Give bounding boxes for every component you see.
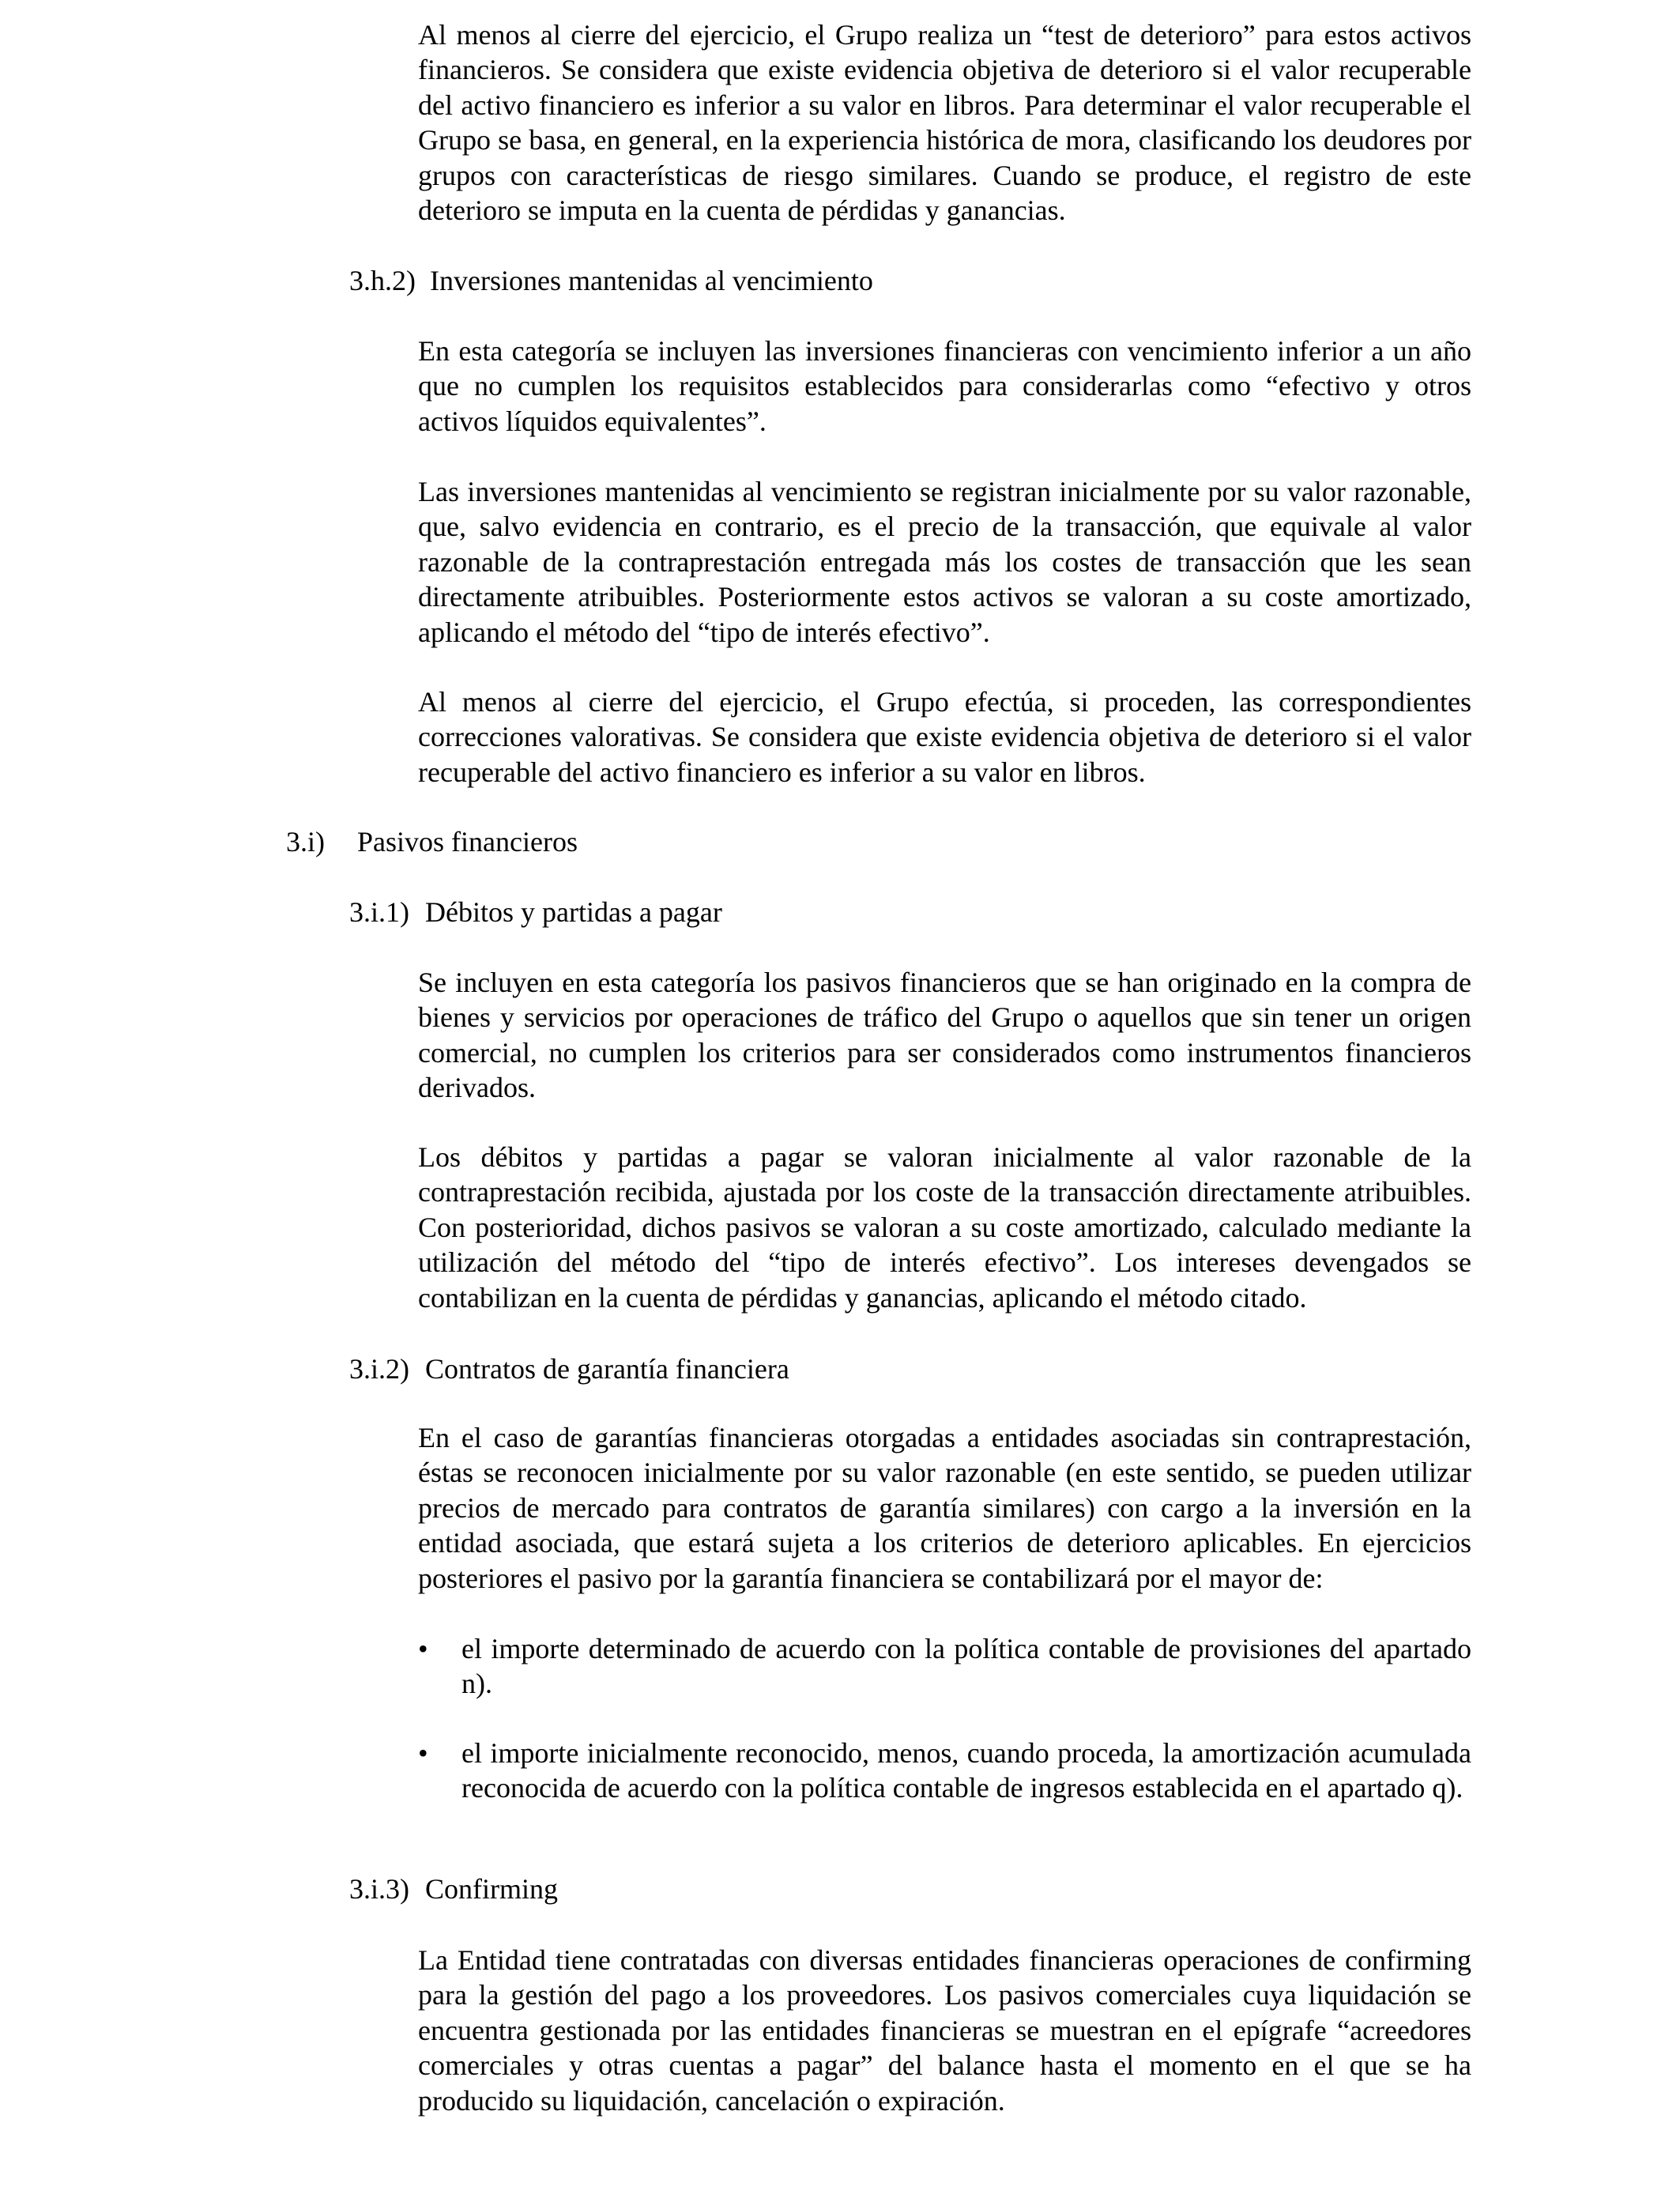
paragraph-held-to-maturity-impairment: Al menos al cierre del ejercicio, el Grupo efectúa, si proceden, las correspondientes correcciones valorativas. Se considera que existe evidencia objetiva de deterioro si el valor recuperable del activo financiero es inferior a su valor en libros. — [418, 686, 1471, 788]
heading-3i3 — [349, 1872, 558, 1906]
bullet-icon: • — [418, 1633, 428, 1664]
heading-number: 3.h.2) — [349, 265, 416, 296]
heading-title: Pasivos financieros — [357, 826, 578, 858]
paragraph-impairment-test: Al menos al cierre del ejercicio, el Grupo realiza un “test de deterioro” para estos activos financieros. Se considera que existe evidencia objetiva de deterioro si el valor recuperable del activo financiero es inferior a su valor en libros. Para determinar el valor recuperable el Grupo se basa, en general, en la experiencia histórica de mora, clasificando los deudores por grupos con características de riesgo similares. Cuando se produce, el registro de este deterioro se imputa en la cuenta de pérdidas y ganancias. — [418, 19, 1471, 227]
heading-number: 3.i.2) — [349, 1353, 409, 1385]
heading-3i — [286, 824, 578, 859]
paragraph-payables-valuation: Los débitos y partidas a pagar se valoran inicialmente al valor razonable de la contraprestación recibida, ajustada por los coste de la transacción directamente atribuibles. Con posterioridad, dichos pasivos se valoran a su coste amortizado, calculado mediante la utilización del método del “tipo de interés efectivo”. Los intereses devengados se contabilizan en la cuenta de pérdidas y ganancias, aplicando el método citado. — [418, 1141, 1471, 1314]
paragraph-confirming: La Entidad tiene contratadas con diversas entidades financieras operaciones de confirming para la gestión del pago a los proveedores. Los pasivos comerciales cuya liquidación se encuentra gestionada por las entidades financieras se muestran en el epígrafe “acreedores comerciales y otras cuentas a pagar” del balance hasta el momento en el que se ha producido su liquidación, cancelación o expiración. — [418, 1944, 1471, 2117]
bullet-icon: • — [418, 1737, 428, 1769]
list-item-text: el importe determinado de acuerdo con la política contable de provisiones del apartado n). — [461, 1633, 1471, 1700]
paragraph-held-to-maturity-scope: En esta categoría se incluyen las inversiones financieras con vencimiento inferior a un año que no cumplen los requisitos establecidos para considerarlas como “efectivo y otros activos líquidos equivalentes”. — [418, 335, 1471, 437]
heading-number: 3.i) — [286, 826, 325, 858]
list-item-text: el importe inicialmente reconocido, menos, cuando proceda, la amortización acumulada reconocida de acuerdo con la política contable de ingresos establecida en el apartado q). — [461, 1737, 1471, 1804]
heading-number: 3.i.3) — [349, 1873, 409, 1905]
heading-3i1 — [349, 895, 722, 929]
heading-title: Contratos de garantía financiera — [425, 1353, 789, 1385]
heading-3i2 — [349, 1351, 789, 1386]
paragraph-held-to-maturity-valuation: Las inversiones mantenidas al vencimiento se registran inicialmente por su valor razonable, que, salvo evidencia en contrario, es el precio de la transacción, que equivale al valor razonable de la contraprestación entregada más los costes de transacción que les sean directamente atribuibles. Posteriormente estos activos se valoran a su coste amortizado, aplicando el método del “tipo de interés efectivo”. — [418, 476, 1471, 648]
heading-number: 3.i.1) — [349, 896, 409, 928]
heading-3h2 — [349, 263, 873, 298]
heading-title: Débitos y partidas a pagar — [425, 896, 722, 928]
heading-title: Inversiones mantenidas al vencimiento — [430, 265, 873, 296]
heading-title: Confirming — [425, 1873, 558, 1905]
paragraph-payables-scope: Se incluyen en esta categoría los pasivos financieros que se han originado en la compra de bienes y servicios por operaciones de tráfico del Grupo o aquellos que sin tener un origen comercial, no cumplen los criterios para ser considerados como instrumentos financieros derivados. — [418, 967, 1471, 1104]
paragraph-financial-guarantees: En el caso de garantías financieras otorgadas a entidades asociadas sin contraprestación, éstas se reconocen inicialmente por su valor razonable (en este sentido, se pueden utilizar precios de mercado para contratos de garantía similares) con cargo a la inversión en la entidad asociada, que estará sujeta a los criterios de deterioro aplicables. En ejercicios posteriores el pasivo por la garantía financiera se contabilizará por el mayor de: — [418, 1422, 1471, 1594]
